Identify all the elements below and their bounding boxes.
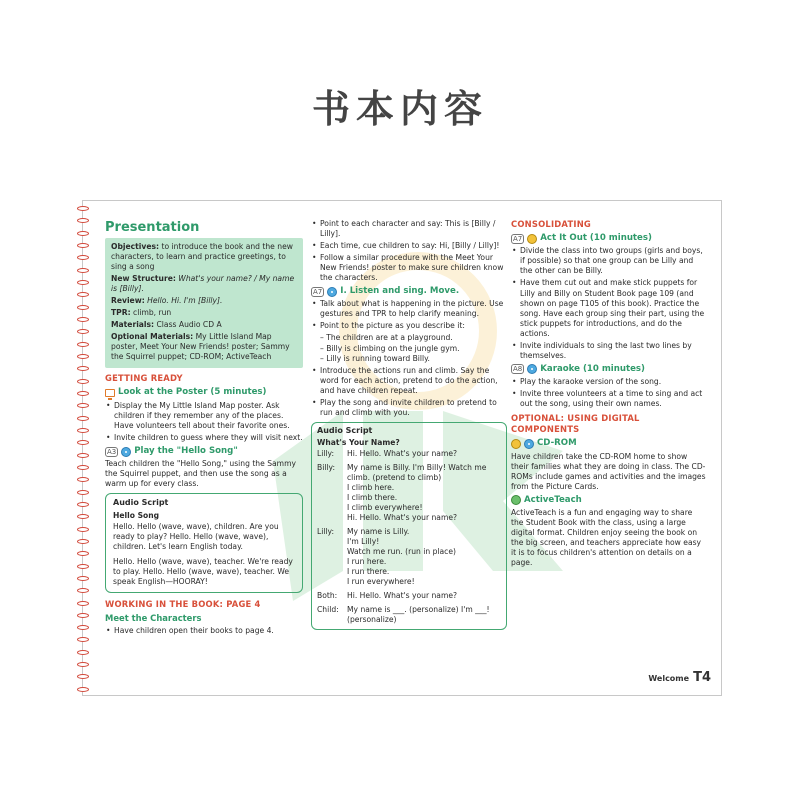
- line: Hi. Hello. What's your name?: [347, 591, 458, 601]
- column-left: [105, 219, 303, 638]
- listen-list: [311, 299, 507, 331]
- review-text: Hello. Hi. I'm [Billy].: [144, 296, 223, 306]
- review-label: Review:: [111, 296, 145, 306]
- song-verse: Hello. Hello (wave, wave), children. Are you ready to play? Hello. Hello (wave, wave), children. Let's learn English today.: [113, 521, 279, 551]
- book-page: [82, 200, 722, 696]
- line: My name is Billy. I'm Billy! Watch me climb. (pretend to climb) I climb here. I climb there. I climb everywhere! Hi. Hello. What's your name?: [347, 463, 487, 523]
- actions-list: [311, 366, 507, 418]
- act-it-out-heading: [511, 233, 707, 244]
- activity-icon: [527, 234, 537, 244]
- dialogue-line: [317, 605, 501, 625]
- cdrom-heading: [511, 438, 707, 449]
- act-it-out-list: [511, 246, 707, 360]
- speaker: Lilly:: [317, 449, 335, 459]
- cdrom-text: Have children take the CD-ROM home to show their families what they are doing in class. The CD-ROMs include games and activities and the images from the Picture Cards.: [511, 451, 706, 491]
- list-item: • Have children open their books to page 4.: [105, 626, 303, 636]
- karaoke-list: [511, 377, 707, 409]
- list-item: • Follow a similar procedure with the Meet Your New Friends! poster to make sure children know the characters.: [311, 253, 507, 283]
- audio-script-title: Audio Script: [317, 425, 373, 435]
- getting-ready-heading: GETTING READY: [105, 373, 183, 384]
- meet-characters-heading: Meet the Characters: [105, 612, 202, 623]
- cdrom-title: CD-ROM: [537, 438, 577, 449]
- activity-icon: [511, 439, 521, 449]
- audio-script-box: [105, 493, 303, 593]
- materials-text: Class Audio CD A: [154, 320, 222, 330]
- footer-section: Welcome: [648, 674, 690, 683]
- picture-description: [311, 333, 507, 363]
- audio-track-icon: A7: [513, 234, 523, 243]
- look-poster-title: Look at the Poster (5 minutes): [118, 387, 267, 398]
- cd-icon: [121, 447, 131, 457]
- cd-icon: [527, 364, 537, 374]
- working-book-heading: WORKING IN THE BOOK: PAGE 4: [105, 598, 261, 609]
- dialogue-line: [317, 449, 501, 459]
- list-item: • Each time, cue children to say: Hi, [Billy / Lilly]!: [311, 241, 507, 251]
- presentation-heading: Presentation: [105, 220, 200, 235]
- listen-sing-title: I. Listen and sing. Move.: [340, 286, 460, 297]
- song-title: Hello Song: [113, 510, 160, 520]
- list-item: • Talk about what is happening in the picture. Use gestures and TPR to help clarify meaning.: [311, 299, 507, 319]
- line: Hi. Hello. What's your name?: [347, 449, 458, 459]
- column-middle: [311, 219, 507, 630]
- dialogue-line: [317, 463, 501, 523]
- look-poster-heading: [105, 387, 303, 398]
- act-it-out-title: Act It Out (10 minutes): [540, 233, 652, 244]
- list-item: • Point to each character and say: This is [Billy / Lilly].: [311, 219, 507, 239]
- consolidating-heading: CONSOLIDATING: [511, 219, 591, 229]
- page-footer: [648, 670, 711, 685]
- list-item: • Display the My Little Island Map poster. Ask children if they remember any of the places. Have volunteers tell about their favorite ones.: [105, 401, 303, 431]
- activeteach-title: ActiveTeach: [524, 494, 582, 505]
- play-song-heading: [105, 446, 303, 457]
- list-item: • Point to the picture as you describe it:: [311, 321, 507, 331]
- activeteach-text: ActiveTeach is a fun and engaging way to share the Student Book with the class, using a large digital format. Children enjoy seeing the book on the big screen, and teachers appreciate how easy it is to focus children's attention on details on a page.: [511, 507, 702, 568]
- karaoke-heading: [511, 364, 707, 375]
- speaker: Child:: [317, 605, 339, 615]
- new-structure-label: New Structure:: [111, 274, 176, 284]
- objectives-text: to introduce the book and the new characters, to learn and practice greetings, to sing a song: [111, 242, 293, 272]
- tpr-label: TPR:: [111, 308, 131, 318]
- cd-icon: [524, 439, 534, 449]
- objectives-box: [105, 238, 303, 368]
- speaker: Billy:: [317, 463, 336, 473]
- line: My name is ___. (personalize) I'm ___! (personalize): [347, 605, 490, 625]
- list-item: • Play the song and invite children to pretend to run and climb with you.: [311, 398, 507, 418]
- activeteach-heading: [511, 495, 707, 506]
- audio-track-icon: A3: [107, 447, 117, 456]
- dialogue-line: [317, 527, 501, 587]
- dialogue-line: [317, 591, 501, 601]
- digital-components-heading: OPTIONAL: USING DIGITAL COMPONENTS: [511, 413, 640, 435]
- objectives-label: Objectives:: [111, 242, 160, 252]
- look-poster-list: [105, 401, 303, 443]
- speaker: Both:: [317, 591, 338, 601]
- song-title: What's Your Name?: [317, 438, 400, 448]
- page-number: T4: [693, 670, 711, 685]
- cd-icon: [327, 287, 337, 297]
- list-item: • Have them cut out and make stick puppets for Lilly and Billy on Student Book page 109 (and shown on page T105 of this book). Practice the song. Have each group sing their part, using the stick puppets for introductions, and do the actions.: [511, 278, 707, 338]
- optional-materials-text: My Little Island Map poster, Meet Your New Friends! poster; Sammy the Squirrel puppet; CD-ROM; ActiveTeach: [111, 332, 290, 362]
- spiral-binding: [77, 206, 91, 692]
- new-structure-text: What's your name? / My name is [Billy].: [111, 274, 295, 294]
- page-title: 书本内容: [311, 87, 488, 131]
- song-verse: Hello. Hello (wave, wave), teacher. We're ready to play. Hello. Hello (wave, wave), teacher. We speak English—HOORAY!: [113, 556, 293, 586]
- tpr-text: climb, run: [130, 308, 172, 318]
- monitor-icon: [105, 389, 115, 397]
- dash-item: – Billy is climbing on the jungle gym.: [320, 343, 460, 353]
- line: My name is Lilly. I'm Lilly! Watch me run. (run in place) I run here. I run there. I run everywhere!: [347, 527, 456, 587]
- audio-script-title: Audio Script: [113, 498, 169, 508]
- character-list: [311, 219, 507, 283]
- listen-sing-heading: [311, 286, 507, 297]
- dash-item: – The children are at a playground.: [320, 333, 453, 343]
- column-right: [511, 219, 707, 568]
- play-song-text: Teach children the "Hello Song," using the Sammy the Squirrel puppet, and then use the song as a warm up for every class.: [105, 459, 296, 489]
- speaker: Lilly:: [317, 527, 335, 537]
- audio-track-icon: A8: [513, 365, 523, 374]
- list-item: • Introduce the actions run and climb. Say the word for each action, pretend to do the action, and have children repeat.: [311, 366, 507, 396]
- list-item: • Divide the class into two groups (girls and boys, if possible) so that one group can be Lilly and the other can be Billy.: [511, 246, 707, 276]
- list-item: • Invite three volunteers at a time to sing and act out the song, using their own names.: [511, 389, 707, 409]
- meet-characters-list: [105, 626, 303, 636]
- list-item: • Invite individuals to sing the last two lines by themselves.: [511, 341, 707, 361]
- karaoke-title: Karaoke (10 minutes): [540, 363, 645, 374]
- dash-item: – Lilly is running toward Billy.: [320, 353, 430, 363]
- audio-track-icon: A7: [313, 287, 323, 296]
- activeteach-icon: [511, 495, 521, 505]
- play-song-title: Play the "Hello Song": [134, 445, 238, 456]
- audio-script-box: [311, 422, 507, 631]
- list-item: • Play the karaoke version of the song.: [511, 377, 707, 387]
- list-item: • Invite children to guess where they will visit next.: [105, 433, 303, 443]
- materials-label: Materials:: [111, 320, 155, 330]
- optional-materials-label: Optional Materials:: [111, 332, 194, 342]
